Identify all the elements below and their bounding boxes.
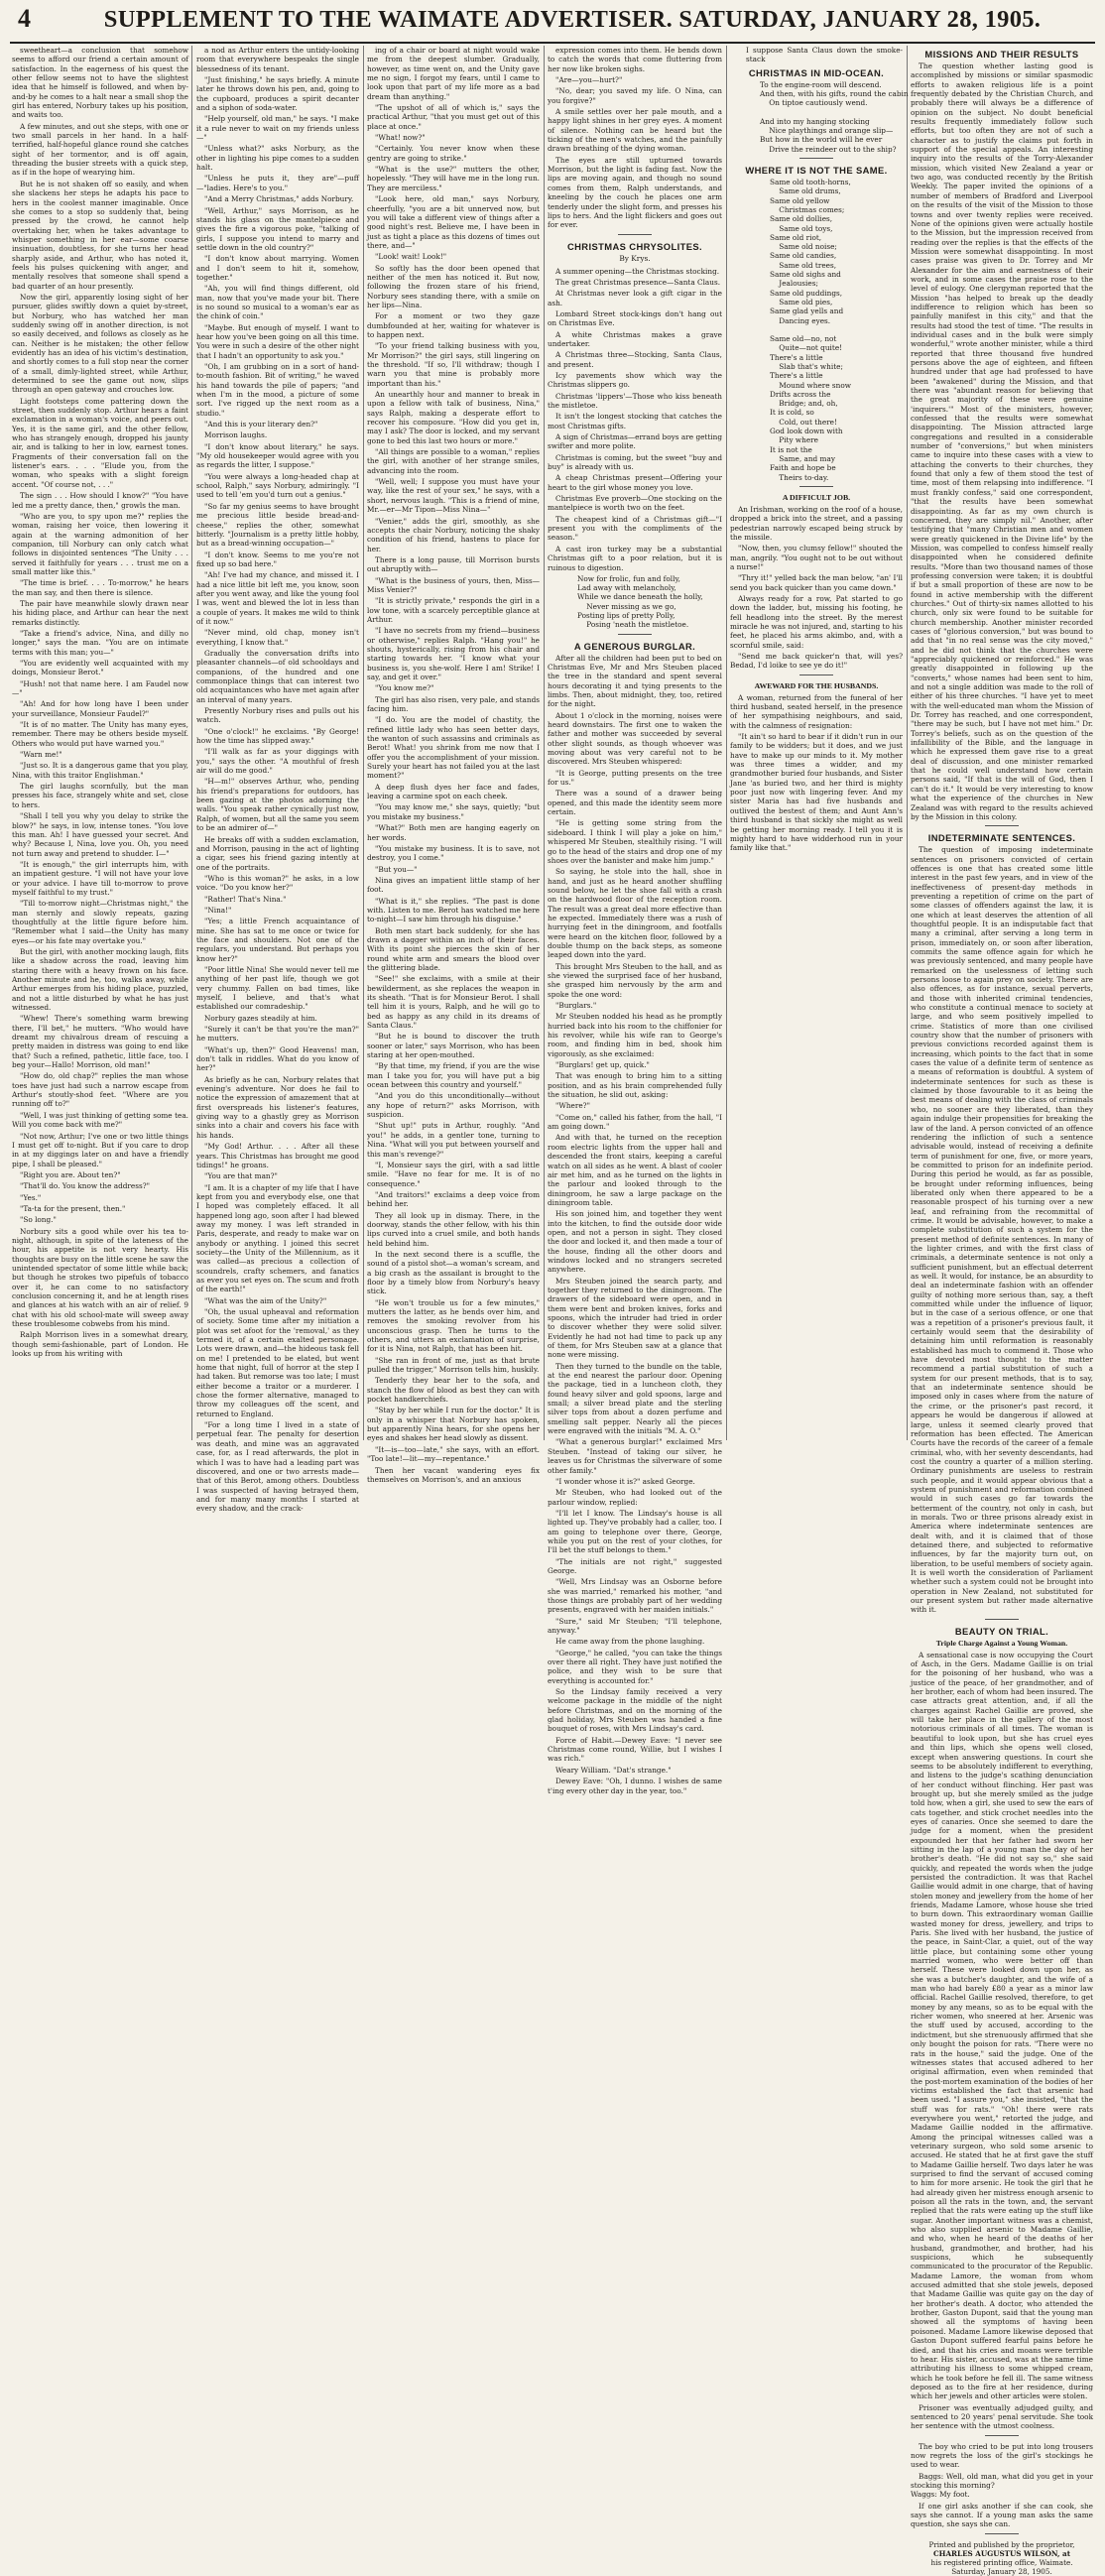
paragraph: So saying, he stole into the hall, shoe in hand, and just as he heard another shuffling sound below, he let the shoe fall with a crash on the hardwood floor of the reception room. The result was a great deal more effective than he expected. Immediately there was a rush of hurrying feet in the diningroom, and footfalls were heard on the kitchen floor, followed by a double thump on the back steps, as someone leaped down into the yard. <box>548 867 722 960</box>
mid-ocean-verse: To the engine-room will descend. And then, with his gifts, round the cabin On tiptoe cautiously wend. And into my hanging stocking Nice playthings and orange slip— But how in the world will he ever Drive the reindeer out to the ship? <box>760 79 909 154</box>
paragraph: That was enough to bring him to a sitting position, and as his brain comprehended fully the situation, he slid out, asking: <box>548 1071 722 1100</box>
paragraph: So softly has the door been opened that neither of the men has noticed it. But now, following the frozen stare of his friend, Norbury sees standing there, with a smile on her lips—Nina. <box>367 263 540 309</box>
paragraph: But the girl, with another mocking laugh, flits like a shadow across the road, leaving him staring there with a heavy frown on his face. Another minute and he, too, walks away, while Arthur emerges from his hiding place, puzzled, and not a little disturbed by what he has just witnessed. <box>12 946 188 1013</box>
paragraph: "I am. It is a chapter of my life that I have kept from you and everybody else, one that I hoped was completely effaced. It all happened long ago, soon after I had blewed away my money. I was left stranded in Paris, desperate, and ready to make war on anybody or anything. I joined this secret society—the Unity of the Millennium, as it was called—as precious a collection of scoundrels, crafty schemers, and fanatics as ever you set eyes on. The scum and froth of the earth!" <box>196 1182 359 1294</box>
paragraph: A white Christmas makes a grave undertaker. <box>548 329 722 348</box>
paragraph: "I'll walk as far as your diggings with you," says the other. "A mouthful of fresh air will do me good." <box>196 747 359 776</box>
heading-where-not-same: WHERE IT IS NOT THE SAME. <box>745 165 888 177</box>
paragraph: Prisoner was eventually adjudged guilty, and sentenced to 20 years' penal servitude. She took her sentence with the utmost coolness. <box>911 2402 1093 2431</box>
paragraph: "You may know me," she says, quietly; "but you mistake my business." <box>367 802 540 821</box>
paragraph: It isn't the longest stocking that catches the most Christmas gifts. <box>548 412 722 430</box>
paragraph: "Well, I was just thinking of getting some tea. Will you come back with me?" <box>12 1110 188 1130</box>
missions-article <box>911 61 1093 821</box>
heading-christmas-mid-ocean: CHRISTMAS IN MID-OCEAN. <box>748 66 885 78</box>
section-rule <box>618 634 652 635</box>
paragraph: "Burglars." <box>555 1001 597 1010</box>
paragraph: Now the girl, apparently losing sight of her pursuer, glides swiftly down a quiet by-street, but Norbury, who has watched her man suddenly swing off in another direction, is not so easily deceived, and follows as closely as he can. Neither is he mistaken; the other fellow evidently has an idea of his victim's destination, and shortly comes to a full stop near the corner of a small, dimly-lighted street, while Arthur, determined to see the game out now, slips through an open gateway and crouches low. <box>12 292 188 395</box>
paragraph: "Ah, you will find things different, old man, now that you've made your bit. There is no sound so musical to a woman's ear as the chink of coin." <box>196 284 359 321</box>
column-4 <box>548 46 722 1795</box>
paragraph: If one girl asks another if she can cook, she says she cannot. If a young man asks the same question, she says she can. <box>911 2501 1093 2529</box>
paragraph: "One o'clock!" he exclaims. "By George! how the time has slipped away." <box>196 726 359 746</box>
paragraph: "Help yourself, old man," he says. "I make it a rule never to wait on my friends unless—" <box>196 114 359 143</box>
paragraph: Then her vacant wandering eyes fix themselves on Morrison's, and an anxious <box>367 1465 540 1484</box>
paragraph: "I, Monsieur says the girl, with a sad little smile. "Have no fear for me. It is of no consequence." <box>367 1160 540 1188</box>
story-ending <box>548 46 722 230</box>
paragraph: "How do, old chap?" replies the man whose toes have just had such a narrow escape from Arthur's stoutly-shod feet. "Where are you running off to?" <box>12 1071 188 1109</box>
heading-award-husbands: AWEWARD FOR THE HUSBANDS. <box>754 680 879 690</box>
paragraph: "Thry it!" yelled back the man below, "an' I'll send you back quicker than you came down." <box>730 573 903 592</box>
paragraph: A smile settles over her pale mouth, and a happy light shines in her grey eyes. A moment of silence. Nothing can be heard but the ticking of the men's watches, and the painfully drawn breathing of the dying woman. <box>548 107 722 154</box>
paragraph: As briefly as he can, Norbury relates that evening's adventure. Nor does he fail to notice the expression of amazement that at first overspreads his listener's features, giving way to a ghastly grey as Morrison sinks into a chair and covers his face with his hands. <box>196 1074 359 1140</box>
paragraph: "Ah! I've had my chance, and missed it. I had a nice little bit left me, you know, soon after you went away, and like the young fool I was, went and blewed the lot in less than a couple of years. It makes me wild to think of it now." <box>196 570 359 626</box>
heading-missions: MISSIONS AND THEIR RESULTS <box>924 49 1079 60</box>
paragraph: The question whether lasting good is accomplished by missions or similar spasmodic efforts to awaken religious life is a point frequently debated by the Christian Church, and probably there will always be a difference of opinion on the subject. No doubt beneficial results frequently immediately follow such efforts, but too often they are not of such a character as to justify the claims put forth in support of the special appeals. An interesting inquiry into the results of the Torry-Alexander mission, which visited New Zealand a year or two ago, was conducted recently by the British Weekly. The paper invited the opinions of a number of members of Bradford and Liverpool on the results of the visit of the Mission to those towns and over twenty replies were received. None of the opinions given were actually hostile to the Mission, but the impression received from reading over the replies is that the effects of the Mission were somewhat disappointing. In most cases praise was given to Dr. Torrey and Mr Alexander for the aim and earnestness of their work, and in some cases the praise rose to the level of eulogy. One clergyman reported that the Mission "has helped to break up the deadly indifference to religion which has been so painfully manifest in this city," and that the results had stood the test of time. "The results in individual cases and in the bulk were simply wonderful," wrote another minister, while a third reported that three thousand five hundred persons above the age of eighteen, and fifteen hundred under that age had professed to have been "awakened" during the Mission, and that there was "abundant reason for believing that the great majority of these were genuine 'inquirers.'" Most of the ministers, however, confessed that the results were somewhat disappointing. The Mission attracted large congregations and resulted in a considerable number of "conversions," but when ministers came to inquire into these cases with a view to attaching the converts to their churches, they found that only a few of them stood the test of time, most of them relapsing into indifference. "I must frankly confess," said one correspondent, "that the results have been somewhat disappointing. As far as my own church is concerned, they are simply nil." Another, after testifying that "many Christian men and women were greatly quickened in the Divine life" by the Mission, was compelled to confess himself really disappointed when he considered definite results. "More than two thousand names of those professing conversion were taken; it is doubtful if but a small proportion of these are now to be found in active membership with the different churches." Out of thirty-six names allotted to his church, only six were found to be suitable for church membership. Another minister recorded cases of "glorious conversion," but was bound to add that "in no real sense was the city moved," and he did not think that the churches were "appreciably quickened or reinforced." He was greatly disappointed in following up the "converts," whose names had been sent to him, and not a single addition was made to the roll of either of his three churches. "I have yet to meet with the well-educated man whom the Mission of Dr. Torrey has reached, and one correspondent, "there may be such, but I have not met him." Dr. Torrey's beliefs, such as on the question of the infallibility of the Bible, and the language in which he expressed them gave rise to a great deal of discussion, and one minister remarked that he could well understand how certain persons said, "If that is the will of God, then I can't do it." It would be very interesting to know what the experience of the churches in New Zealand was with regard to the results achieved by the Mission in this colony. <box>911 61 1093 821</box>
paragraph: There was a sound of a drawer being opened, and this made the identity seem more certain. <box>548 789 722 817</box>
paragraph: "Who is this woman?" he asks, in a low voice. "Do you know her?" <box>196 873 359 893</box>
byline: By Krys. <box>619 253 651 263</box>
paragraph: A woman, returned from the funeral of her third husband, seated herself, in the presence of her sympathising neighbours, and said, with the calmness of resignation: <box>730 692 903 730</box>
paragraph: "Yes." <box>20 1192 42 1202</box>
paragraph: "Ah! And for how long have I been under your surveillance, Monsieur Faudel?" <box>12 699 188 718</box>
paragraph: "Surely it can't be that you're the man?" he mutters. <box>196 1025 359 1043</box>
paragraph: "What is the business of yours, then, Miss—Miss Venier?" <box>367 575 540 594</box>
imprint-line: Printed and published by the proprietor, <box>928 2539 1075 2549</box>
paragraph: An unearthly hour and manner to break in upon a fellow with talk of business, Nina," says Ralph, making a desperate effort to recover his composure. "How did you get in, may I ask? The door is locked, and my servant gone to bed this last two hours or more." <box>367 390 540 445</box>
paragraph: This brought Mrs Steuben to the hall, and as she viewed the surprised face of her husband, she grasped him nervously by the arm and spoke the one word: <box>548 961 722 999</box>
paragraph: "I wonder whose it is?" asked George. <box>555 1476 695 1486</box>
paragraph: "That'll do. You know the address?" <box>20 1181 150 1191</box>
paragraph: "You are that man?" <box>204 1171 278 1181</box>
paragraph: "It is George, putting presents on the tree for us." <box>548 768 722 788</box>
jokes <box>911 2442 1093 2529</box>
paragraph: "Just finishing," he says briefly. A minute later he throws down his pen, and, going to the cupboard, produces a spirit decanter and a siphon of soda-water. <box>196 75 359 113</box>
paragraph: "Unless what?" asks Norbury, as the other in lighting his pipe comes to a sudden halt. <box>196 144 359 173</box>
paragraph: But he is not shaken off so easily, and when she slackens her steps he adapts his pace to hers in the coolest manner imaginable. Once she comes to a stop so suddenly that, being pressed by the crowd, he cannot help overtaking her, when he takes advantage to whisper something in her ear—some coarse insinuation, doubtless, for she turns her head sharply aside, and Arthur, who has noted it, feels his pulses quickening with anger, and mentally resolves that someone shall spend a bad quarter of an hour presently. <box>12 179 188 291</box>
imprint-date: Saturday, January 28, 1905. <box>951 2566 1052 2576</box>
paragraph: "Stay by her while I run for the doctor." It is only in a whisper that Norbury has spoken, but apparently Nina hears, for she opens her eyes and shakes her head slowly as dissent. <box>367 1406 540 1443</box>
paragraph: "By that time, my friend, if you are the wise man I take you for, you will have put a big ocean between this country and yourself." <box>367 1061 540 1090</box>
paragraph: "He is getting some string from the sideboard. I think I will play a joke on him," whispered Mr Steuben, stealthily rising. "I will go to the head of the stairs and drop one of my shoes over the banister and make him jump." <box>548 818 722 865</box>
page-header <box>0 4 1105 44</box>
paragraph: a nod as Arthur enters the untidy-looking room that everywhere bespeaks the single blessedness of its tenant. <box>196 46 359 73</box>
paragraph: "Not now, Arthur; I've one or two little things I must get off to-night. But if you care to drop in at my diggings later on and have a friendly pipe, I shall be pleased." <box>12 1131 188 1168</box>
paragraph: "Shut up!" puts in Arthur, roughly. "And you!" he adds, in a gentler tone, turning to Nina. "What will you put between yourself and this man's revenge?" <box>367 1121 540 1159</box>
paragraph: "I don't know about literary," he says. "My old housekeeper would agree with you as regards the litter, I suppose." <box>196 441 359 470</box>
paragraph: "What! now?" <box>375 133 426 143</box>
paragraph: "Poor little Nina! She would never tell me anything of her past life, though we got very chummy. Fallen on bad times, like myself, I believe, and that's what established our comradeship." <box>196 964 359 1012</box>
paragraph: Christmas 'lippers'—Those who kiss beneath the mistletoe. <box>548 391 722 410</box>
paragraph: "You are evidently well acquainted with my doings, Monsieur Berot." <box>12 659 188 677</box>
column-rule <box>191 46 192 1440</box>
column-5 <box>730 46 909 1440</box>
paragraph: A cheap Christmas present—Offering your heart to the girl whose money you love. <box>548 473 722 492</box>
paragraph: "Come on," called his father, from the hall, "I am going down." <box>548 1112 722 1132</box>
paragraph: They all look up in dismay. There, in the doorway, stands the other fellow, with his thin lips curved into a cruel smile, and both hands held behind him. <box>367 1210 540 1248</box>
paragraph: "Sure," said Mr Steuben; "I'll telephone, anyway." <box>548 1616 722 1635</box>
paragraph: "What's up, then?" Good Heavens! man, don't talk in riddles. What do you know of her?" <box>196 1044 359 1073</box>
column-1 <box>12 46 188 1440</box>
section-rule <box>618 234 652 235</box>
paragraph: "Ta-ta for the present, then." <box>20 1203 126 1213</box>
paragraph: Baggs: Well, old man, what did you get in your stocking this morning? Waggs: My foot. <box>911 2471 1093 2500</box>
masthead-rule <box>10 42 1095 44</box>
paragraph: The boy who cried to be put into long trousers now regrets the loss of the girl's stockings he used to wear. <box>911 2441 1093 2470</box>
section-rule <box>799 158 833 159</box>
difficult-job-article <box>730 505 903 671</box>
paragraph: "Burglars! get up, quick." <box>555 1060 650 1070</box>
paragraph: There is a long pause, till Morrison bursts out abruptly with— <box>367 554 540 574</box>
indeterminate-article <box>911 845 1093 1615</box>
paragraph: His son joined him, and together they went into the kitchen, to find the outside door wide open, and not a person in sight. They closed the door and locked it, and then made a tour of the house, finding all the other doors and windows locked and no strangers secreted anywhere. <box>548 1209 722 1275</box>
paragraph: "And a Merry Christmas," adds Norbury. <box>204 194 354 204</box>
heading-christmas-chrysolites: CHRISTMAS CHRYSOLITES. <box>566 240 703 252</box>
heading-beauty-on-trial: BEAUTY ON TRIAL. <box>954 1625 1049 1637</box>
paragraph: He breaks off with a sudden exclamation, and Morrison, pausing in the act of lighting a cigar, sees his friend gazing intently at one of the portraits. <box>196 834 359 872</box>
paragraph: Tenderly they bear her to the sofa, and stanch the flow of blood as best they can with pocket handkerchiefs. <box>367 1376 540 1405</box>
paragraph: "Well, well; I suppose you must have your way, like the rest of your sex," he says, with a short, nervous laugh. "This is a friend of mine, Mr.—er—Mr Tipon—Miss Nina—" <box>367 477 540 515</box>
paragraph: Then they turned to the bundle on the table, at the end nearest the parlour door. Opening the package, tied in a luncheon cloth, they found heavy silver and gold spoons, large and small; a silver bread plate and the sterling silver tops from about a dozen perfume and smelling salt pepper. Nearly all the pieces were engraved with the initials "M. A. O." <box>548 1361 722 1436</box>
paragraph: "My God! Arthur. . . . After all these years. This Christmas has brought me good tidings!" he groans. <box>196 1142 359 1169</box>
paragraph: "And you do this unconditionally—without any hope of return?" asks Morrison, with suspicion. <box>367 1091 540 1120</box>
paragraph: The girl has also risen, very pale, and stands facing him. <box>367 694 540 714</box>
story-continued-col3 <box>367 46 540 1484</box>
paragraph: "For a long time I lived in a state of perpetual fear. The penalty for desertion was death, and mine was an aggravated case, for, as I read afterwards, the plot in which I was to have had a leading part was discovered, and one or two arrests made—that of this Berot, among others. Doubtless I was suspected of having betrayed them, and for many many months I started at every shadow, and the crack- <box>196 1420 359 1514</box>
paragraph: A sign of Christmas—errand boys are getting swifter and more polite. <box>548 432 722 451</box>
paragraph: "See!" she exclaims, with a smile at their bewilderment, as she replaces the weapon in its sheath. "That is for Monsieur Berot. I shall tell him it is yours, Ralph, and he will go to bed as happy as any child in its dreams of Santa Claus." <box>367 974 540 1031</box>
paragraph: The sign . . . How should I know?" "You have led me a pretty dance, then," growls the man. <box>12 491 188 510</box>
paragraph: "You know me?" <box>375 683 434 693</box>
paragraph: The cheapest kind of a Christmas gift—"I present you with the compliments of the season." <box>548 514 722 543</box>
paragraph: "H—m!" observes Arthur, who, pending his friend's preparations for outdoors, has been gazing at the photos adorning the walls. "You speak rather cynically just now, Ralph, of women, but all the same you seem to be an admirer of—" <box>196 777 359 833</box>
paragraph: "Right you are. About ten?" <box>20 1169 121 1179</box>
paragraph: "Are—you—hurt?" <box>555 75 623 85</box>
paragraph: "Look here, old man," says Norbury, cheerfully, "you are a bit unnerved now, but you will take a different view of things after a good night's rest. Believe me, I have been in just as tight a place as this dozens of times out there, and—" <box>367 194 540 250</box>
paragraph: "Yes; a little French acquaintance of mine. She has sat to me once or twice for the face and shoulders. Not one of the regulars, you understand. But perhaps you know her?" <box>196 917 359 963</box>
paragraph: Presently Norbury rises and pulls out his watch. <box>196 706 359 725</box>
paragraph: "It is of no matter. The Unity has many eyes, remember. There may be others beside myself. Others who would put have warned you." <box>12 720 188 748</box>
paragraph: "Take a friend's advice, Nina, and dilly no longer," says the man. "You are on intimate terms with this man; you—" <box>12 628 188 657</box>
paragraph: "You mistake my business. It is to save, not destroy, you I come." <box>367 843 540 863</box>
paragraph: "What a generous burglar!" exclaimed Mrs Steuben. "Instead of taking our silver, he leaves us for Christmas the silverware of some other family." <box>548 1437 722 1475</box>
paragraph: "Where?" <box>555 1101 590 1111</box>
award-article <box>730 693 903 853</box>
paragraph: "Send me back quicker'n that, will yes? Bedad, I'd loike to see ye do it!" <box>730 652 903 671</box>
paragraph: "No, dear; you saved my life. O Nina, can you forgive?" <box>548 86 722 105</box>
paragraph: Mr Steuben nodded his head as he promptly hurried back into his room to the chiffonier for his revolver, while his wife ran to George's room, and finding him in bed, shook him vigorously, as she exclaimed: <box>548 1012 722 1058</box>
paragraph: "Maybe. But enough of myself. I want to hear how you've been going on all this time. You were in such a desire of the other night that I hadn't an opportunity to ask you." <box>196 322 359 360</box>
paragraph: ing of a chair or board at night would wake me from the deepest slumber. Gradually, however, as time went on, and the Unity gave me no sign, I forgot my fears, until I came to look upon that part of my life more as a bad dream than anything." <box>367 46 540 101</box>
paragraph: "Venier," adds the girl, smoothly, as she accepts the chair Norbury, noticing the shaky condition of his friend, hastens to place for her. <box>367 516 540 553</box>
paragraph: expression comes into them. He bends down to catch the words that come fluttering from her now like broken sighs. <box>548 46 722 73</box>
section-rule <box>799 486 833 487</box>
paragraph: Ralph Morrison lives in a somewhat dreary, though semi-fashionable, part of London. He looks up from his writing with <box>12 1330 188 1359</box>
column-rule <box>363 46 364 1440</box>
paragraph: "I do. You are the model of chastity, the refined little lady who has seen better days, the wanton of such assassins and criminals as Berot! What! you shrink from me now that I offer you the accomplishment of your mission. Surely your heart has not failed you at the last moment?" <box>367 715 540 781</box>
column-6 <box>911 46 1093 2576</box>
paragraph: Dewey Eave: "Oh, I dunno. I wishes de same t'ing every other day in the year, too." <box>548 1777 722 1795</box>
paragraph: Morrison laughs. <box>204 430 268 440</box>
paragraph: "You were always a long-headed chap at school, Ralph," says Norbury, admiringly. "I used to tell 'em you'd turn out a genius." <box>196 471 359 500</box>
paragraph: "But he is bound to discover the truth sooner or later," says Morrison, who has been staring at her open-mouthed. <box>367 1032 540 1060</box>
paragraph: "Nina!" <box>204 905 232 915</box>
paragraph: Gradually the conversation drifts into pleasanter channels—of old schooldays and companions, of the hundred and one commonplace things that can interest two old acquaintances who have met again after an interval of many years. <box>196 648 359 704</box>
paragraph: "The initials are not right," suggested George. <box>548 1556 722 1575</box>
paragraph: "So far my genius seems to have brought me precious little beside bread-and-cheese," replies the other, somewhat bitterly. "Journalism is a pretty little hobby, but as a bread-winning occupation—" <box>196 501 359 549</box>
subheading-triple-charge: Triple Charge Against a Young Woman. <box>935 1638 1068 1648</box>
heading-generous-burglar: A GENEROUS BURGLAR. <box>573 640 696 652</box>
paragraph: "Hush! not that name here. I am Faudel now—" <box>12 678 188 698</box>
paragraph: "The time is brief. . . . To-morrow," he hears the man say, and then there is silence. <box>12 578 188 597</box>
paragraph: "It is enough," the girl interrupts him, with an impatient gesture. "I will not have your love or your advice. I have till to-morrow to prove myself faithful to my trust." <box>12 859 188 897</box>
paragraph: "The upshot of all of which is," says the practical Arthur, "that you must get out of this place at once." <box>367 103 540 131</box>
paragraph: "It—is—too—late," she says, with an effort. "Too late!—lit—my—repentance." <box>367 1444 540 1464</box>
paragraph: "And this is your literary den?" <box>204 420 318 429</box>
imprint-publisher: CHARLES AUGUSTUS WILSON, at <box>932 2548 1071 2558</box>
heading-indeterminate-sentences: INDETERMINATE SENTENCES. <box>927 832 1076 844</box>
paragraph: "Never mind, old chap, money isn't everything, I know that." <box>196 628 359 647</box>
paragraph: A deep flush dyes her face and fades, leaving a carmine spot on each cheek. <box>367 782 540 801</box>
paragraph: "What?" Both men are hanging eagerly on her words. <box>367 823 540 842</box>
mid-ocean-intro: I suppose Santa Claus down the smoke-stack <box>746 46 903 64</box>
chrysolites-list <box>548 267 722 572</box>
paragraph: "Unless he puts it, they are"—puff—"ladies. Here's to you." <box>196 174 359 192</box>
paragraph: Always ready for a row, Pat started to go down the ladder, but, missing his footing, he fell headlong into the street. By the merest miracle he was not injured, and, starting to his feet, he placed his arms akimbo, and, with a scornful smile, said: <box>730 593 903 650</box>
paragraph: After all the children had been put to bed on Christmas Eve, Mr and Mrs Steuben placed the tree in the standard and spent several hours decorating it and tying presents to the limbs. Then, about midnight, they, too, retired for the night. <box>548 653 722 709</box>
paragraph: "It ain't so hard to bear if it didn't run in our family to be widders; but it does, and we just have to make up our minds to it. My mother was three times a widder, and my grandmother buried four husbands, and Sister Jane 'as buried two, and her third is mighty poor just now with lingering fever. And my sister Maria has had five husbands and outlived the bestest of them; and Aunt Ann's third husband is that sickly she might as well be getting her morning ready. I tell you it is mighty hard to have widderhood run in your family like that." <box>730 732 903 853</box>
column-rule <box>726 46 727 1440</box>
paragraph: "She ran in front of me, just as that brute pulled the trigger," Morrison tells him, huskily. <box>367 1355 540 1375</box>
paragraph: sweetheart—a conclusion that somehow seems to afford our friend a certain amount of satisfaction. In the eagerness of his quest the other fellow seems not to have the slightest idea that he himself is followed, and when by-and-by he comes to a halt near a small shop the girl has entered, Norbury takes up his position, and waits too. <box>12 46 188 120</box>
paragraph: "George," he called, "you can take the things over there all right. They have just notified the police, and they wish to be sure that everything is accounted for." <box>548 1648 722 1685</box>
paragraph: "To your friend talking business with you, Mr Morrison?" the girl says, still lingering on the threshold. "If so, I'll withdraw; though I warn you that mine is probably more important than his." <box>367 341 540 388</box>
masthead: SUPPLEMENT TO THE WAIMATE ADVERTISER. SATURDAY, JANUARY 28, 1905. <box>103 6 1042 33</box>
story-continued-col1 <box>12 46 188 1358</box>
beauty-article <box>911 1651 1093 2431</box>
paragraph: The girl laughs scornfully, but the man presses his face, strangely white and set, close to hers. <box>12 782 188 809</box>
column-3 <box>367 46 540 1484</box>
paragraph: Light footsteps come pattering down the street, then suddenly stop. Arthur hears a faint exclamation in a woman's voice, and peers out. Yes, it is the same girl, and the other fellow, who has strangely enough, dropped his jaunty air, and is talking to her in low, earnest tones. Fragments of their conversation fall on the listener's ears. . . . "Elude you, from the woman, who speaks with a slight foreign accent. "Of course not, . . ." <box>12 396 188 489</box>
paragraph: About 1 o'clock in the morning, noises were heard downstairs. The first one to waken the father and mother was succeeded by several other slight sounds, as though whoever was moving about was very careful not to be discovered. Mrs Steuben whispered: <box>548 710 722 767</box>
paragraph: A Christmas three—Stocking, Santa Claus, and present. <box>548 350 722 369</box>
paragraph: "I'll let I know. The Lindsay's house is all lighted up. They've probably had a caller, too. I am going to telephone over there, George, while you put on the rest of your clothes, for I'll bet the stuff belongs to them." <box>548 1508 722 1555</box>
paragraph: "It is strictly private," responds the girl in a low tone, with a scarcely perceptible glance at Arthur. <box>367 596 540 624</box>
section-rule <box>985 825 1019 826</box>
paragraph: He came away from the phone laughing. <box>555 1637 705 1647</box>
paragraph: "Oh, I am grubbing on in a sort of hand-to-mouth fashion. Bit of writing," he waved his hand towards the pile of papers; "and when I'm in the mood, a picture of some sort. I've rigged up the next room as a studio." <box>196 362 359 418</box>
paragraph: Christmas Eve proverb—One stocking on the mantelpiece is worth two on the feet. <box>548 494 722 513</box>
page-number: 4 <box>18 4 31 33</box>
story-continued-col2 <box>196 46 359 1514</box>
paragraph: "What was the aim of the Unity?" <box>204 1295 327 1305</box>
paragraph: At Christmas never look a gift cigar in the ash. <box>548 289 722 307</box>
paragraph: "Who are you, to spy upon me?" replies the woman, raising her voice, then lowering it again at the warning admonition of her companion, till Norbury can only catch what follows in disjointed sentences "The Unity . . . served it faithfully for years . . . trust me on a small matter like this." <box>12 511 188 576</box>
paragraph: "I don't know. Seems to me you're not fixed up so bad here." <box>196 550 359 568</box>
paragraph: "Well, Mrs Lindsay was an Osborne before she was married," remarked his mother, "and those things are probably part of her wedding presents, engraved with her maiden initials." <box>548 1577 722 1615</box>
generous-burglar-article <box>548 654 722 1795</box>
paragraph: Icy pavements show which way the Christmas slippers go. <box>548 370 722 390</box>
paragraph: "Warn me!" <box>20 750 62 760</box>
paragraph: Norbury sits a good while over his tea to-night, although, in spite of the lateness of the hour, his appetite is not very hearty. His thoughts are busy on the little scene he saw the unintended spectator of some little while back; but though he strokes two pipefuls of tobacco over it, he can come to no satisfactory conclusion concerning it, and he at length rises and glances at his watch with an air of relief. 9 chat with his old school-mate will sweep away these troublesome cobwebs from his mind. <box>12 1226 188 1329</box>
paragraph: Mr Steuben, who had looked out of the parlour window, replied: <box>548 1488 722 1507</box>
paragraph: And with that, he turned on the reception room electric lights from the upper hall and descended the front stairs, keeping a careful watch on all sides as he went. A blast of cooler air met him, and as he turned on the lights in the parlour and looked through to the diningroom, he saw a large package on the diningroom table. <box>548 1133 722 1207</box>
paragraph: "Till to-morrow night—Christmas night," the man sternly and slowly repeats, gazing thoughtfully at the little figure before him. "Remember what I said—the Unity has many eyes—or his fate may overtake you." <box>12 899 188 945</box>
paragraph: "Now, then, you clumsy fellow!" shouted the man, angrily. "You ought not to be out without a nurse!" <box>730 544 903 571</box>
paragraph: Force of Habit.—Dewey Eave: "I never see Christmas come round, Willie, but I wishes I was rich." <box>548 1735 722 1764</box>
paragraph: A sensational case is now occupying the Court of Asch, in the Gers. Madame Gaillie is on trial for the poisoning of her husband, who was a justice of the peace, of her grandmother, and of her brother, each of whom had been insured. The case attracts great attention, and, if all the charges against Rachel Gaillie are proved, she will take her place in the gallery of the most notorious criminals of all times. The woman is beautiful to look upon, but she has cruel eyes and thin lips, which she opens well closed, except when answering questions. In court she seems to be absolutely indifferent to everything, and listens to the judge's scathing denunciation of her conduct without flinching. Her past was brought up, but she merely smiled as the judge told how, when a girl, she used to sew the ears of cats together, and stick crochet needles into the eyes of canaries. Once she seemed to dare the judge for a moment, when the president expounded her that her father had sworn her sitting in the lap of a young man the day of her brother's death. "He did not say so," she said quickly, and repeated the words when the judge persisted the contradiction. It was that Rachel Gaillie would admit in one charge, that of having stolen money and jewellery from the home of her friends, Madame Lamore, whose house she tried to burn down. This extraordinary woman Gaillie wasted money for dress, jewellery, and trips to Paris. She lived with her husband, the justice of the peace, in Saint-Clar, a quiet, out of the way little place, but containing some other young married women, who were better off than herself. These were looked down upon her, as she was a butcher's daughter, and the wife of a man who had barely £80 a year as a minor law official. Rachel Gaillie resolved, therefore, to get money by any means, so as to be equal with the richer women, who sneered at her. Arsenic was the stuff used by accused, according to the indictment, but she strenuously affirmed that she only bought the poison for rats. "There were no rats in the house," said the judge. One of the witnesses states that accused adhered to her original affirmation, even when reminded that the post-mortem examination of the bodies of her victims established the fact that arsenic had been used. "I assure you," she insisted, "that the stuff was for rats." "Oh! there were rats everywhere you went," retorted the judge, and Madame Gaillie nodded in the affirmative. Among the principal witnesses called was a veterinary surgeon, who sold some arsenic to accused. He stated that he at first gave the stuff to Madame Gaillie herself. Two days later he was surprised to find the servant of accused coming to him for more arsenic. He took the girl that he had already given her mistress enough arsenic to poison all the rats in the town, and, the servant replied that the rats were eating up the stuff like sugar. Another important witness was a chemist, who also supplied arsenic to Madame Gaillie, and who, when he heard of the deaths of her husband, grandmother, and brother, had his suspicions, which he subsequently communicated to the procurator of the Republic. Madame Lamore, the woman from whom accused admitted that she stole jewels, deposed that Madame Gaillie was quite gay on the day of her brother's death. A doctor, who attended the brother, Gaston Dupont, said that the young man showed all the symptoms of having been poisoned. Madame Lamore likewise deposed that Gaston Dupont suffered fearful pains before he died, and that his cries and moans were terrible to hear. His sister, accused, was at the same time attributing his illness to some whipped cream, which he took before he fell ill. The same witness deposed as to the fire at her residence, during which her jewels and other articles were stolen. <box>911 1650 1093 2401</box>
paragraph: "He won't trouble us for a few minutes," mutters the latter, as he bends over him, and removes the smoking revolver from his unconscious grasp. Then he turns to the others, and utters an exclamation of surprise, for it is Nina, not Ralph, that has been hit. <box>367 1297 540 1354</box>
paragraph: "I don't know about marrying. Women and I don't seem to hit it, somehow, together." <box>196 254 359 282</box>
paragraph: "So long." <box>20 1215 57 1225</box>
paragraph: So the Lindsay family received a very welcome package in the middle of the night before Christmas, and on the morning of the glad holiday, Mrs Steuben was handed a fine bouquet of roses, with Mrs Lindsay's card. <box>548 1687 722 1734</box>
paragraph: "Shall I tell you why you delay to strike the blow?" he says, in low, intense tones. "You love this man. Ah! I have guessed your secret. And why? Because I, Nina, love you. Oh, you need not turn away and pretend to shudder. I—" <box>12 811 188 858</box>
paragraph: "Well, Arthur," says Morrison, as he stands his glass on the mantelpiece and gives the fire a vigorous poke, "talking of girls, I suppose you intend to marry and settle down in the old country?" <box>196 205 359 252</box>
paragraph: "Rather! That's Nina." <box>204 894 287 904</box>
paragraph: In the next second there is a scuffle, the sound of a pistol shot—a woman's scream, and a big crash as the assailant is brought to the floor by a timely blow from Norbury's heavy stick. <box>367 1249 540 1296</box>
column-rule <box>907 46 908 1440</box>
imprint-line: his registered printing office, Waimate. <box>930 2557 1073 2567</box>
paragraph: Lombard Street stock-kings don't hang out on Christmas Eve. <box>548 308 722 328</box>
paragraph: "Certainly. You never know when these gentry are going to strike." <box>367 144 540 163</box>
paragraph: "Oh, the usual upheaval and reformation of society. Some time after my initiation a plot was set afoot for the 'removal,' as they termed it, of a certain exalted personage. Lots were drawn, and—the hideous task fell on me! I pretended to be elated, but went home that night, full of horror at the step I had taken. But remorse was too late; I must either become a traitor or a murderer. I chose the former alternative, managed to throw my colleagues off the scent, and returned to England. <box>196 1307 359 1418</box>
paragraph: "What is it," she replies. "The past is done with. Listen to me. Berot has watched me here to-night—I saw him through his disguise." <box>367 896 540 924</box>
paragraph: "All things are possible to a woman," replies the girl, with another of her strange smiles, advancing into the room. <box>367 447 540 475</box>
paragraph: "Just so. It is a dangerous game that you play, Nina, with this traitor Englishman." <box>12 761 188 780</box>
paragraph: The question of imposing indeterminate sentences on prisoners convicted of certain offences is one that has created some little interest in the past few years, and in view of the ineffectiveness of present-day methods in preventing a repetition of crime on the part of some classes of offenders against the law, it is one which at least deserves the attention of all thoughtful people. It is an indisputable fact that many a criminal, after serving a long term in prison, immediately on, or soon after liberation, commits the same offence again for which he was previously sentenced, and many people have remarked on the uselessness of letting such persons loose to again prey on society. There are also offences, as for instance, sexual perverts, and those with inherited criminal tendencies, who constitute a continual menace to society at large, and who seem positively impelled to crime. Statistics of more than one civilised country show that the number of prisoners with previous convictions recorded against them is increasing, which points to the fact that in some cases the value of a definite term of sentence as a means of reformation is doubtful. A system of indeterminate sentences for such as these is claimed by those favourable to it as being the best means of dealing with the class of criminals who, no sooner are they liberated, than they again indulge their propensities for breaking the law of the land. A person convicted of an offence rendering the infliction of such a sentence advisable would, instead of receiving a definite term of punishment for one, five, or more years, be committed to prison for an indefinite period. During this period he would, as far as possible, be brought under reforming influences, being liberated only when there appeared to be a reasonable prospect of his turning over a new leaf, and refraining from the recommittal of crime. It would be advisable, however, to make a complete substitution of such a system for the present method of definite sentences. In many of the lighter crimes, and with the first class of criminals, a determinate sentence is not only a sufficient punishment, but an effectual deterrent as well. It would, for instance, be an absurdity to deal an indeterminate fashion with an offender guilty of nothing more serious than, say, a theft committed while under the influence of liquor, but in the case of a serious offence, or one that was a repetition of a prisoner's previous fault, it certainly would seem that the desirability of detaining him until reformation is reasonably established has much to commend it. Those who have devoted most thought to the matter recommend a partial substitution of such a system for our present methods, that is to say, that an indeterminate sentence should be imposed only in cases where from the nature of the crime, or the prisoner's past record, it appears he would be dangerous if allowed at large, unless it seemed clearly proved that reformation has been effected. The American Courts have the records of the career of a female criminal, who, with her seventy descendants, had cost the country a quarter of a million sterling. Ordinary punishments are useless to restrain such people, and it would appear obvious that a system of punishment and reformation combined would in such cases go far towards the betterment of the country, not only in cash, but in morals. Two or three prisons already exist in America where indeterminate sentences are dealt with, and it is claimed that of those detained there, and subjected to reformative influences, by far the majority turn out, on liberation, to be useful members of society again. It is well worth the consideration of Parliament whether such a system could not be brought into operation in New Zealand, not substituted for our present system but rather made alternative with it. <box>911 845 1093 1615</box>
paragraph: For a moment or two they gaze dumbfounded at her, waiting for whatever is to happen next. <box>367 311 540 339</box>
paragraph: "Whew! There's something warm brewing there, I'll bet," he mutters. "Who would have dreamt my chivalrous dream of rescuing a pretty maiden in distress was going to end like that? Such a refined, pathetic, little face, too. I beg your—Hallo! Morrison, old man!" <box>12 1014 188 1070</box>
section-rule <box>985 1619 1019 1620</box>
holly-verse: Now for frolic, fun and folly, Lad away with melancholy, While we dance beneath the holly, Never missing as we go, Posting lips of pretty Polly, Posing 'neath the mistletoe. <box>577 573 703 630</box>
paragraph: The eyes are still upturned towards Morrison, but the light is fading fast. Now the lips are moving again, and though no sound comes from them, Ralph understands, and kneeling by the couch he places one arm tenderly under the slight form, and presses his lips to hers. And the light flickers and goes out for ever. <box>548 155 722 230</box>
paragraph: Christmas is coming, but the sweet "buy and buy" is already with us. <box>548 452 722 472</box>
heading-difficult-job: A DIFFICULT JOB. <box>782 492 851 502</box>
imprint <box>911 2540 1093 2576</box>
paragraph: Mrs Steuben joined the search party, and together they returned to the diningroom. The drawers of the sideboard were open, and in them were bent and broken knives, forks and spoons, which the intruder had tried in order to discover whether they were solid silver. Evidently he had not had time to pack up any of them, for Mrs Steuben saw at a glance that none were missing. <box>548 1276 722 1360</box>
paragraph: "Look! wait! Look!" <box>375 252 447 262</box>
paragraph: "But you—" <box>375 864 418 874</box>
section-rule <box>985 2435 1019 2436</box>
paragraph: Weary William. "Dat's strange." <box>555 1765 672 1775</box>
paragraph: A summer opening—the Christmas stocking. <box>555 266 720 276</box>
section-rule <box>985 2533 1019 2534</box>
paragraph: Both men start back suddenly, for she has drawn a dagger within an inch of their faces. With its point she pierces the skin of her round white arm and smears the blood over the glittering blade. <box>367 925 540 972</box>
paragraph: A few minutes, and out she steps, with one or two small parcels in her hand. In a half-terrified, half-hopeful glance round she catches sight of her tormentor, and is off again, threading the busier streets with a quick step, as if in the hope of wearying him. <box>12 121 188 178</box>
paragraph: "And traitors!" exclaims a deep voice from behind her. <box>367 1189 540 1209</box>
column-rule <box>544 46 545 1440</box>
column-2 <box>196 46 359 1514</box>
paragraph: "What is the use?" mutters the other, hopelessly. "They will have me in the long run. They are merciless." <box>367 165 540 192</box>
paragraph: An Irishman, working on the roof of a house, dropped a brick into the street, and a passing pedestrian narrowly escaped being struck by the missile. <box>730 504 903 542</box>
where-not-same-verse: Same old tooth-horns, Same old drums, Same old yellow Christmas comes; Same old dollies, Same old toys, Same old riot, Same old noise; Same old candies, Same old trees, Same old sighs and Jealousies; Same old puddings, Same old pies, Same glad yells and Dancing eyes. Same old—no, not Quite—not quite! There's a little Slab that's white; There's a little Mound where snow Drifts across the Bridge; and, oh, It is cold, so Cold, out there! God look down with Pity where It is not the Same, and may Faith and hope be Theirs to-day. <box>770 178 852 482</box>
paragraph: Nina gives an impatient little stamp of her foot. <box>367 875 540 895</box>
paragraph: Norbury gazes steadily at him. <box>204 1013 317 1023</box>
paragraph: A cast iron turkey may be a substantial Christmas gift to a poor relation, but it is ruinous to digestion. <box>548 544 722 572</box>
paragraph: The pair have meanwhile slowly drawn near his hiding place, and Arthur can hear the next remarks distinctly. <box>12 598 188 627</box>
paragraph: "I have no secrets from my friend—business or otherwise," replies Ralph. "Hang you!" he shouts, hysterically, rising from his chair and starting towards her. "I know what your business is, you she-wolf. Here I am! Strike! I say, and get it over." <box>367 626 540 681</box>
paragraph: The great Christmas presence—Santa Claus. <box>555 277 721 287</box>
